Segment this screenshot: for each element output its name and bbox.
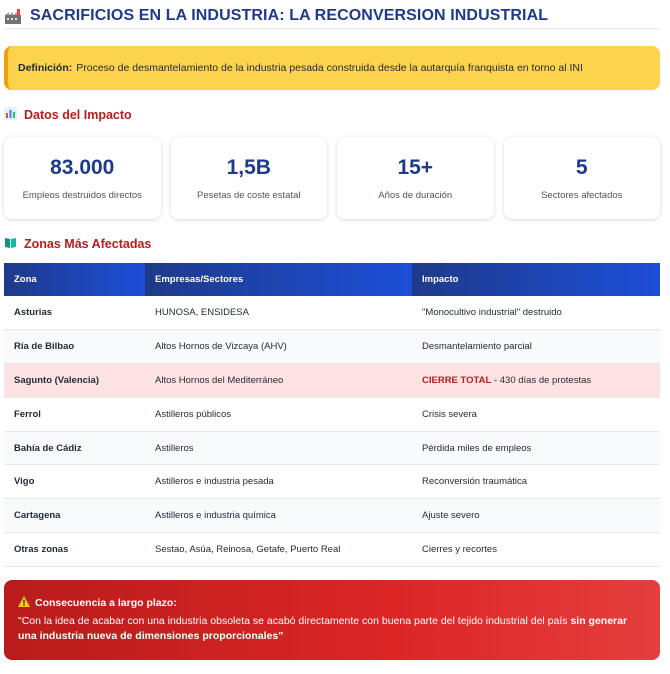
zone-cell: Ferrol — [4, 397, 145, 431]
impact-cell: Pérdida miles de empleos — [412, 431, 660, 465]
impact-cell: Desmantelamiento parcial — [412, 330, 660, 364]
stat-value: 83.000 — [50, 155, 115, 179]
sectors-cell: Astilleros e industria química — [145, 499, 412, 533]
consequence-box — [4, 580, 660, 660]
zone-cell: Ría de Bilbao — [4, 330, 145, 364]
column-header-sectors: Empresas/Sectores — [145, 263, 412, 296]
impact-text: - 430 días de protestas — [491, 374, 592, 386]
stat-card — [337, 137, 494, 219]
stat-card — [504, 137, 661, 219]
sectors-cell: Altos Hornos del Mediterráneo — [145, 364, 412, 398]
impact-cell: Reconversión traumática — [412, 465, 660, 499]
zone-cell: Sagunto (Valencia) — [4, 364, 145, 398]
zone-cell: Vigo — [4, 465, 145, 499]
zone-cell: Asturias — [4, 296, 145, 330]
stat-label: Empleos destruidos directos — [22, 189, 142, 201]
consequence-emphasis: sin generar una industria nueva de dimensiones proporcionales — [18, 615, 628, 642]
stat-label: Pesetas de coste estatal — [196, 189, 301, 201]
stat-value: 15+ — [397, 155, 434, 179]
sectors-cell: Astilleros e industria pesada — [145, 465, 412, 499]
impact-cell: "Monocultivo industrial" destruido — [412, 296, 660, 330]
table-row — [4, 431, 660, 465]
page-title: SACRIFICIOS EN LA INDUSTRIA: LA RECONVERSION INDUSTRIAL — [30, 6, 549, 24]
sectors-cell: Astilleros públicos — [145, 397, 412, 431]
definition-box — [4, 46, 660, 90]
zones-table — [4, 263, 660, 567]
stat-value: 5 — [575, 155, 588, 179]
consequence-quote-end: " — [278, 630, 284, 642]
table-row — [4, 330, 660, 364]
sectors-cell: HUNOSA, ENSIDESA — [145, 296, 412, 330]
consequence-text — [18, 614, 648, 644]
zone-cell: Cartagena — [4, 499, 145, 533]
consequence-header — [18, 596, 648, 610]
definition-text: Proceso de desmantelamiento de la industria pesada construida desde la autarquía franquista en torno al INI — [76, 62, 583, 74]
consequence-quote: "Con la idea de acabar con una industria obsoleta se acabó directamente con buena parte del tejido industrial del país — [18, 615, 571, 627]
definition-label: Definición: — [18, 62, 73, 74]
warning-icon — [18, 596, 30, 610]
book-icon — [4, 236, 17, 252]
table-header-row — [4, 263, 660, 296]
stat-value: 1,5B — [226, 155, 271, 179]
zone-cell: Otras zonas — [4, 533, 145, 567]
zones-section-title — [4, 236, 151, 252]
impact-cell: Crisis severa — [412, 397, 660, 431]
table-row — [4, 499, 660, 533]
page-header — [4, 3, 660, 29]
sectors-cell: Astilleros — [145, 431, 412, 465]
impact-cell: Ajuste severo — [412, 499, 660, 533]
sectors-cell: Sestao, Asúa, Reinosa, Getafe, Puerto Real — [145, 533, 412, 567]
stat-label: Sectores afectados — [541, 189, 623, 201]
table-row — [4, 397, 660, 431]
stat-label: Años de duración — [378, 189, 453, 201]
zones-title-text: Zonas Más Afectadas — [24, 237, 152, 251]
bar-chart-icon — [4, 107, 17, 123]
column-header-impact: Impacto — [412, 263, 660, 296]
stats-row — [4, 137, 660, 219]
impact-cell — [412, 364, 660, 398]
table-row — [4, 465, 660, 499]
impact-title-text: Datos del Impacto — [24, 108, 132, 122]
impact-section-title — [4, 107, 132, 123]
sectors-cell: Altos Hornos de Vizcaya (AHV) — [145, 330, 412, 364]
table-row-highlighted — [4, 364, 660, 398]
zone-cell: Bahía de Cádiz — [4, 431, 145, 465]
impact-strong-text: CIERRE TOTAL — [422, 374, 492, 386]
stat-card — [4, 137, 161, 219]
consequence-title: Consecuencia a largo plazo: — [35, 597, 177, 609]
column-header-zone: Zona — [4, 263, 145, 296]
table-row — [4, 533, 660, 567]
stat-card — [171, 137, 328, 219]
table-row — [4, 296, 660, 330]
impact-cell: Cierres y recortes — [412, 533, 660, 567]
factory-icon — [4, 7, 22, 25]
